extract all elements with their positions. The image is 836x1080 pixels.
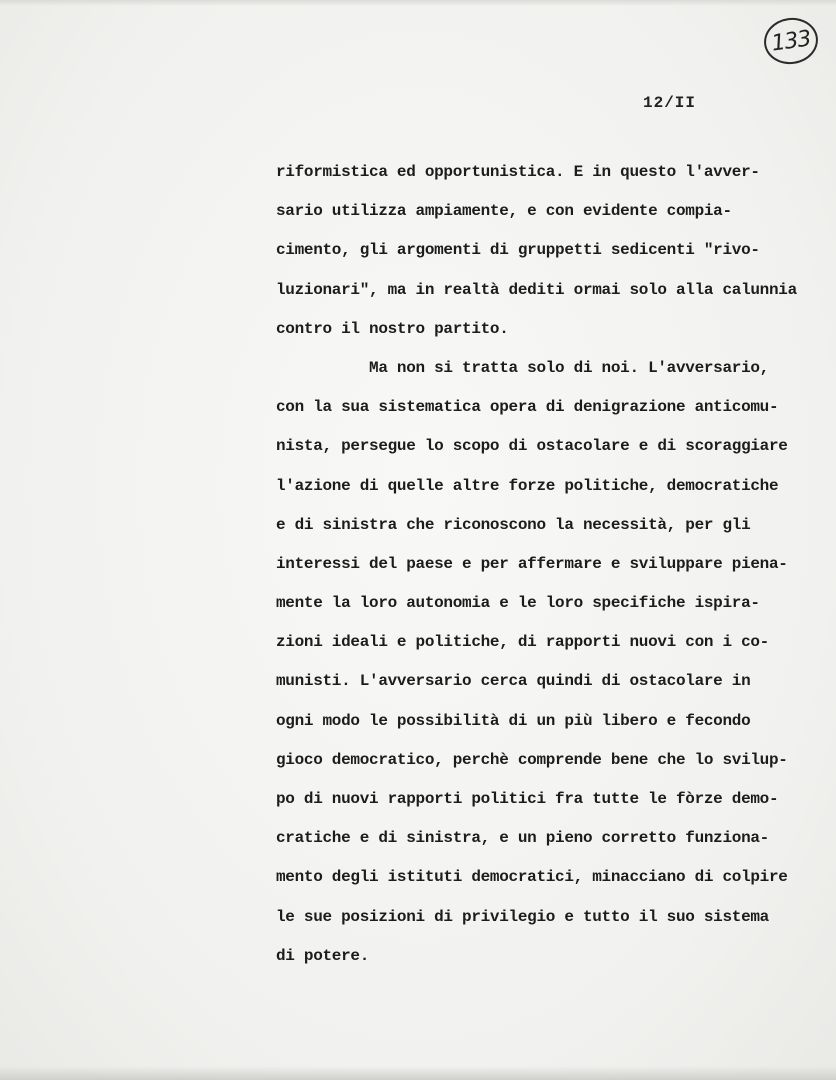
text-line: luzionari", ma in realtà dediti ormai solo alla calunnia	[276, 280, 797, 299]
text-line: le sue posizioni di privilegio e tutto il suo sistema	[276, 907, 769, 926]
page-number: 12/II	[643, 94, 697, 112]
text-line: zioni ideali e politiche, di rapporti nuovi con i co-	[276, 633, 769, 652]
text-line: sario utilizza ampiamente, e con evidente compia-	[276, 202, 732, 221]
text-line: di potere.	[276, 946, 370, 965]
body-text	[276, 160, 836, 983]
text-line: munisti. L'avversario cerca quindi di ostacolare in	[276, 672, 751, 691]
handwritten-folio-number: 133	[761, 14, 821, 67]
scan-edge-top	[0, 0, 836, 6]
text-line: nista, persegue lo scopo di ostacolare e di scoraggiare	[276, 437, 788, 456]
text-line: l'azione di quelle altre forze politiche, democratiche	[276, 476, 779, 495]
text-line: mento degli istituti democratici, minacciano di colpire	[276, 868, 788, 887]
text-line: cratiche e di sinistra, e un pieno corretto funziona-	[276, 829, 769, 848]
text-line: e di sinistra che riconoscono la necessità, per gli	[276, 515, 751, 534]
text-line: Ma non si tratta solo di noi. L'avversario,	[276, 358, 769, 377]
text-line: cimento, gli argomenti di gruppetti sedicenti "rivo-	[276, 241, 760, 260]
text-line: con la sua sistematica opera di denigrazione anticomu-	[276, 398, 779, 417]
text-line: mente la loro autonomia e le loro specifiche ispira-	[276, 594, 760, 613]
text-line: interessi del paese e per affermare e sviluppare piena-	[276, 554, 788, 573]
text-line: riformistica ed opportunistica. E in questo l'avver-	[276, 163, 760, 181]
text-line: gioco democratico, perchè comprende bene che lo svilup-	[276, 750, 788, 769]
text-line: ogni modo le possibilità di un più libero e fecondo	[276, 711, 751, 730]
text-line: contro il nostro partito.	[276, 319, 509, 338]
scan-edge-bottom	[0, 1066, 836, 1080]
text-line: po di nuovi rapporti politici fra tutte le fòrze demo-	[276, 790, 779, 808]
